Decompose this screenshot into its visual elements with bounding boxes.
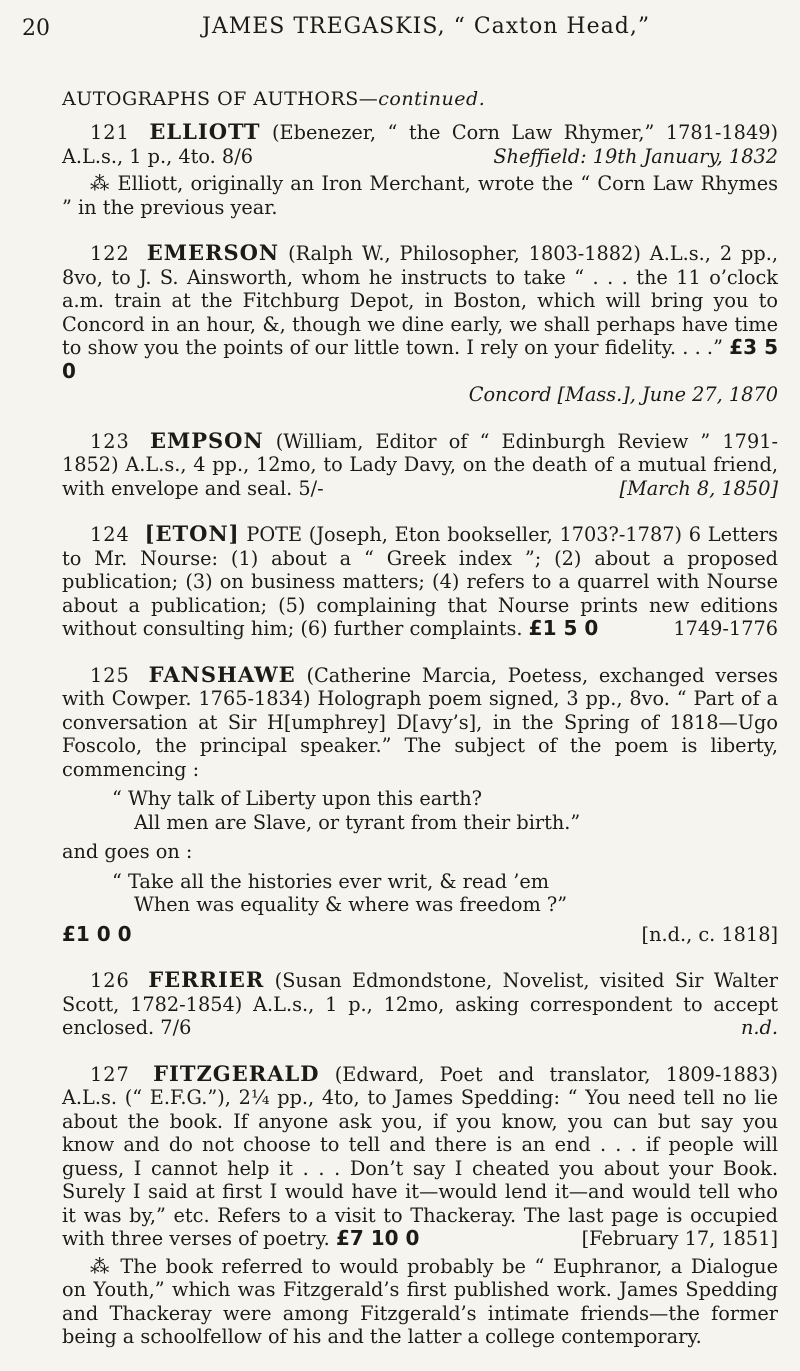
running-title: JAMES TREGASKIS, “ Caxton Head,” [202, 14, 651, 39]
entry-121 [62, 120, 778, 219]
entry-123 [62, 429, 778, 501]
entry-text: (William, Editor of “ Edinburgh Review ” 1791-1852) A.L.s., 4 pp., 12mo, to Lady Davy, on the death of a mutual friend, with envelope and seal. 5/- [62, 429, 778, 500]
entry-text: (Catherine Marcia, Poetess, exchanged verses with Cowper. 1765-1834) Holograph poem signed, 3 pp., 8vo. “ Part of a conversation at Sir H[umphrey] D[avy’s], in the Spring of 1818—Ugo Foscolo, the principal speaker.” The subject of the poem is liberty, commencing : [62, 663, 778, 781]
author-name: FERRIER [148, 967, 265, 992]
verse-connector: and goes on : [62, 840, 193, 863]
entry-125 [62, 663, 778, 947]
entry-number: 122 [90, 242, 130, 265]
entries-list [62, 120, 778, 1371]
entry-note: ⁂ Elliott, originally an Iron Merchant, wrote the “ Corn Law Rhymes ” in the previous year. [62, 172, 778, 219]
entry-price: £3 5 0 [62, 335, 779, 383]
entry-number: 125 [90, 663, 130, 687]
page-number: 20 [22, 16, 50, 41]
entry-text: (Susan Edmondstone, Novelist, visited Sir Walter Scott, 1782-1854) A.L.s., 1 p., 12mo, asking correspondent to accept enclosed. 7/6 [62, 969, 778, 1039]
entry-date: Sheffield: 19th January, 1832 [493, 144, 778, 168]
author-name: FANSHAWE [148, 661, 296, 687]
verse-2: “ Take all the histories ever writ, & read ’em When was equality & where was freedom ?” [112, 869, 568, 916]
entry-date: [March 8, 1850] [619, 476, 778, 500]
entry-126 [62, 968, 778, 1040]
entry-127 [62, 1062, 778, 1349]
entry-date: 1749-1776 [673, 617, 778, 640]
entry-122 [62, 241, 778, 407]
entry-number: 126 [90, 969, 130, 992]
verse-1: “ Why talk of Liberty upon this earth? All men are Slave, or tyrant from their birth.” [112, 787, 581, 834]
page-header [22, 14, 760, 44]
entry-note: ⁂ The book referred to would probably be “ Euphranor, a Dialogue on Youth,” which was Fitzgerald’s first published work. James Spedding and Thackeray were among Fitzgerald’s intimate friends—the former being a schoolfellow of his and the latter a college contemporary. [62, 1254, 778, 1348]
section-title: AUTOGRAPHS OF AUTHORS—continued. [62, 88, 486, 110]
entry-date: [n.d., c. 1818] [641, 922, 778, 946]
entry-text: POTE (Joseph, Eton bookseller, 1703?-1787) 6 Letters to Mr. Nourse: (1) about a “ Greek index ”; (2) about a proposed publication; (3) on business matters; (4) refers to a quarrel with Nourse about a publication; (5) complaining that Nourse prints new editions without consulting him; (6) further complaints. [62, 523, 778, 640]
entry-124 [62, 522, 778, 641]
entry-text: (Edward, Poet and translator, 1809-1883) A.L.s. (“ E.F.G.”), 2¼ pp., 4to, to James Spedding: “ You need tell no lie about the book. If anyone ask you, if you know, you can but say you know and do not choose to tell and there is an end . . . if people will guess, I cannot help it . . . Don’t say I cheated you about your Book. Surely I said at first I would have it—would lend it—and would tell who it was by,” etc. Refers to a visit to Thackeray. The last page is occupied with three verses of poetry. [62, 1062, 778, 1250]
entry-date: Concord [Mass.], June 27, 1870 [468, 383, 778, 406]
entry-date: n.d. [740, 1016, 778, 1039]
entry-text: (Ralph W., Philosopher, 1803-1882) A.L.s., 2 pp., 8vo, to J. S. Ainsworth, whom he instructs to take “ . . . the 11 o’clock a.m. train at the Fitchburg Depot, in Boston, which will bring you to Concord in an hour, &, though we dine early, we shall perhaps have time to show you the points of our little town. I rely on your fidelity. . . .” [62, 242, 778, 359]
author-name: EMERSON [146, 240, 280, 265]
entry-number: 124 [90, 523, 130, 546]
entry-price: £1 0 0 [62, 921, 132, 946]
author-name: ELLIOTT [149, 119, 261, 144]
author-name: [ETON] [144, 521, 240, 546]
entry-number: 127 [90, 1062, 130, 1086]
entry-date: [February 17, 1851] [581, 1227, 778, 1250]
author-name: FITZGERALD [153, 1060, 320, 1086]
entry-number: 123 [90, 429, 130, 453]
entry-number: 121 [90, 121, 130, 144]
author-name: EMPSON [149, 427, 264, 453]
entry-text: (Ebenezer, “ the Corn Law Rhymer,” 1781-1849) A.L.s., 1 p., 4to. 8/6 [62, 121, 779, 168]
entry-price: £7 10 0 [335, 1226, 420, 1250]
entry-price: £1 5 0 [528, 616, 599, 640]
